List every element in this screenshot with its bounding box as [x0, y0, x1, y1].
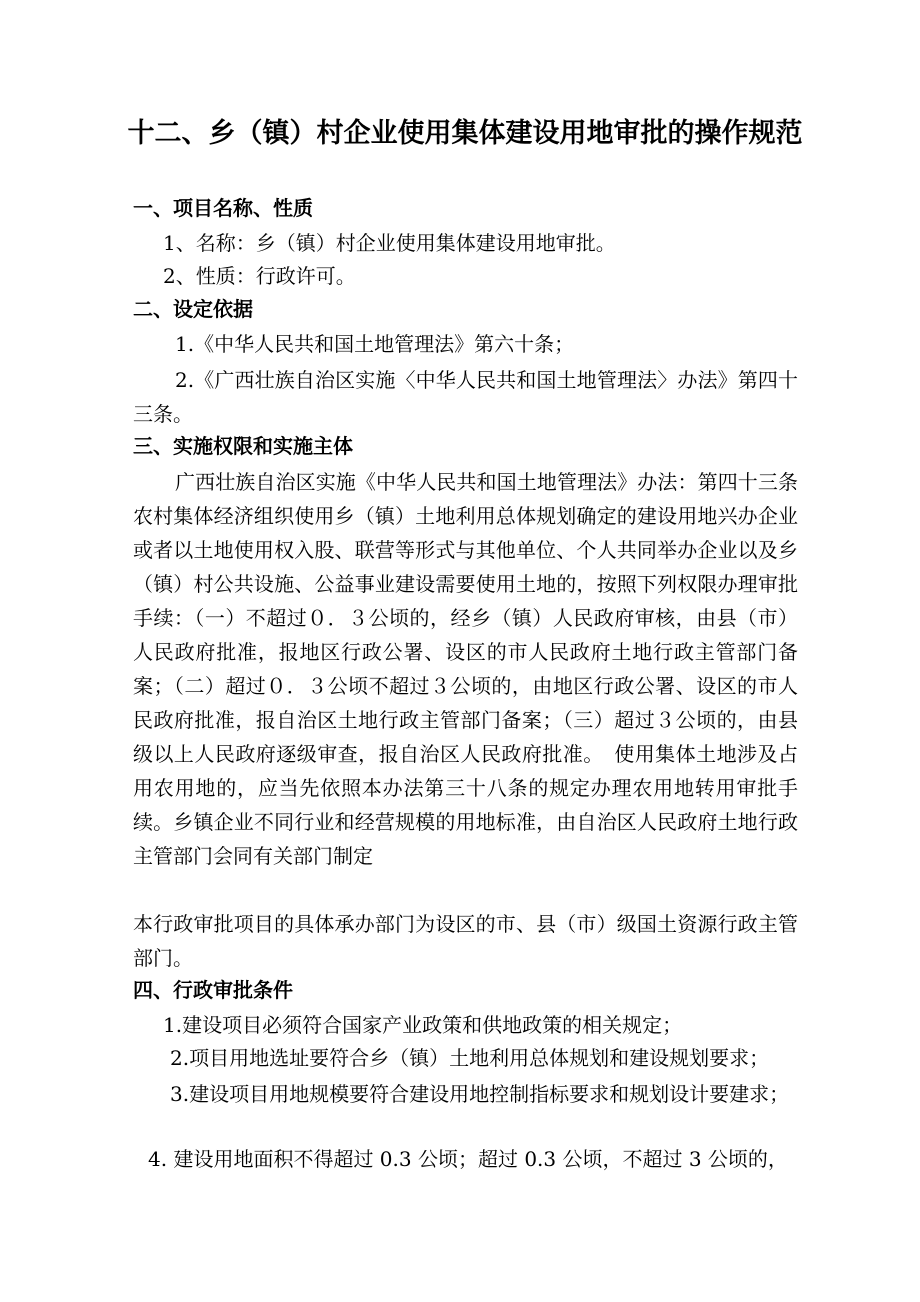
body-paragraph: 本行政审批项目的具体承办部门为设区的市、县（市）级国土资源行政主管部门。 [133, 912, 798, 970]
list-item: 2.项目用地选址要符合乡（镇）土地利用总体规划和建设规划要求； [170, 1046, 770, 1070]
section-heading-basis: 二、设定依据 [133, 297, 253, 321]
list-item: 2.《广西壮族自治区实施〈中华人民共和国土地管理法〉办法》第四十三条。 [133, 368, 798, 426]
list-item: 4. 建设用地面积不得超过 0.3 公顷；超过 0.3 公顷，不超过 3 公顷的， [148, 1147, 788, 1171]
list-item: 1、名称：乡（镇）村企业使用集体建设用地审批。 [163, 231, 616, 255]
section-heading-authority: 三、实施权限和实施主体 [133, 434, 353, 458]
body-paragraph: 广西壮族自治区实施《中华人民共和国土地管理法》办法：第四十三条 农村集体经济组织使用乡（镇）土地利用总体规划确定的建设用地兴办企业或者以土地使用权入股、联营等形式与其他单位、个人共同举办企业以及乡（镇）村公共设施、公益事业建设需要使用土地的，按照下列权限办理审批手续：（一）不超过０．３公顷的，经乡（镇）人民政府审核，由县（市）人民政府批准，报地区行政公署、设区的市人民政府土地行政主管部门备案；（二）超过０．３公顷不超过３公顷的，由地区行政公署、设区的市人民政府批准，报自治区土地行政主管部门备案；（三）超过３公顷的，由县级以上人民政府逐级审查，报自治区人民政府批准。 使用集体土地涉及占用农用地的，应当先依照本办法第三十八条的规定办理农用地转用审批手续。乡镇企业不同行业和经营规模的用地标准，由自治区人民政府土地行政主管部门会同有关部门制定 [133, 470, 818, 868]
list-item: 1.建设项目必须符合国家产业政策和供地政策的相关规定； [163, 1013, 683, 1037]
list-item: 3.建设项目用地规模要符合建设用地控制指标要求和规划设计要建求； [170, 1082, 790, 1106]
list-item: 1.《中华人民共和国土地管理法》第六十条； [175, 332, 575, 356]
section-heading-project: 一、项目名称、性质 [133, 196, 313, 220]
list-item: 2、性质：行政许可。 [163, 264, 356, 288]
page-title: 十二、乡（镇）村企业使用集体建设用地审批的操作规范 [127, 118, 803, 149]
section-heading-conditions: 四、行政审批条件 [133, 978, 293, 1002]
